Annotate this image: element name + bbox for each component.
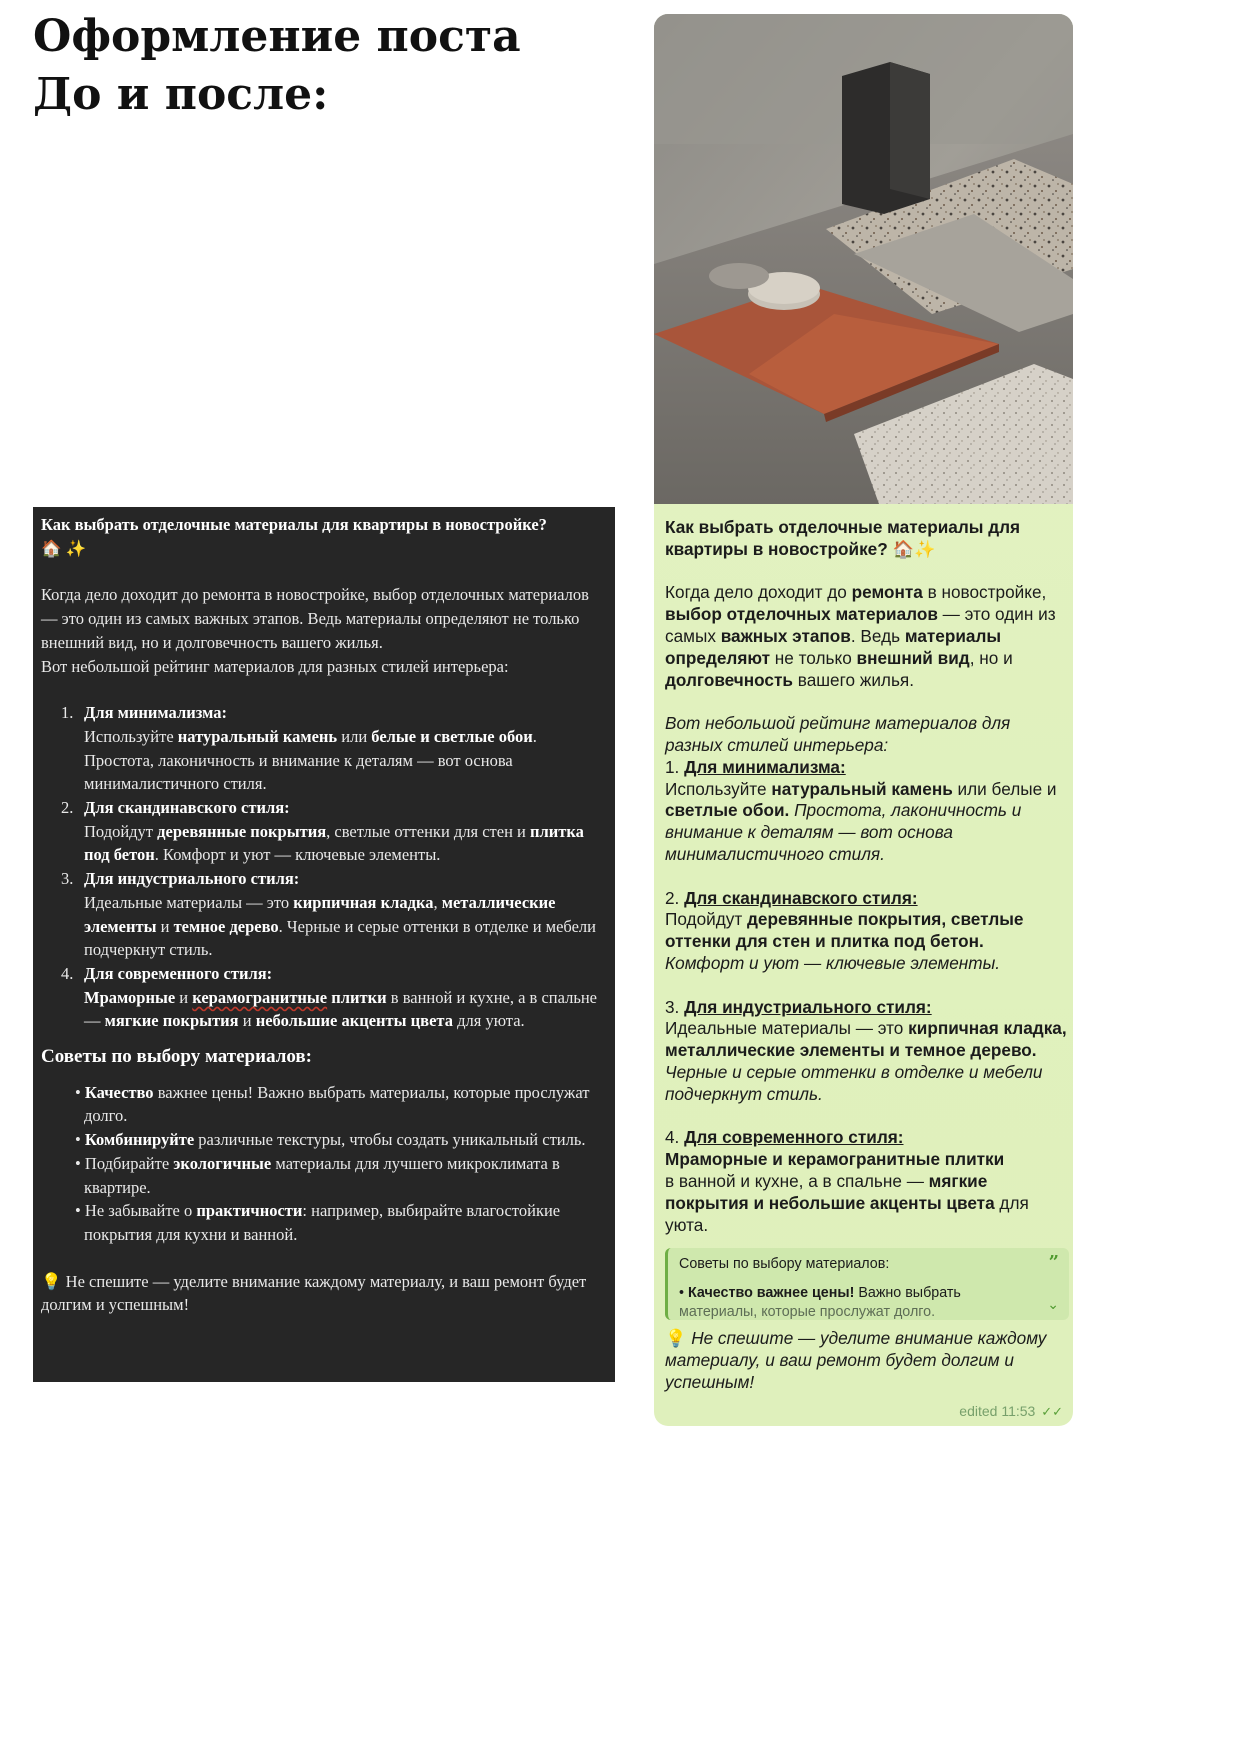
after-footer: 💡 Не спешите — уделите внимание каждому материалу, и ваш ремонт будет долгим и успешным! [665, 1328, 1047, 1392]
before-post-panel [33, 507, 615, 1382]
after-style-3: 3. Для индустриального стиля: Идеальные материалы — это кирпичная кладка, металлические элементы и темное дерево. Черные и серые оттенки в отделке и мебели подчеркнут стиль. [665, 996, 1067, 1104]
heading-line-1: Оформление поста [33, 11, 521, 62]
sparkles-emoji: ✨ [913, 538, 936, 559]
after-title: Как выбрать отделочные материалы для квартиры в новостройке? 🏠✨ [665, 517, 1021, 559]
list-item: • Комбинируйте различные текстуры, чтобы создать уникальный стиль. [75, 1130, 586, 1150]
before-tips-heading: Советы по выбору материалов: [41, 1046, 313, 1068]
list-item: 1. Для минимализма: Используйте натуральный камень или белые и светлые обои. Простота, лаконичность и внимание к деталям — вот основа минималистичного стиля. [61, 703, 537, 794]
before-intro: Когда дело доходит до ремонта в новостройке, выбор отделочных материалов — это один из самых важных этапов. Ведь материалы определяют не только внешний вид, но и долговечность вашего жилья. [41, 585, 589, 652]
after-intro: Когда дело доходит до ремонта в новостройке, выбор отделочных материалов — это один из самых важных этапов. Ведь материалы определяют не только внешний вид, но и долговечность вашего жилья. [665, 582, 1056, 690]
message-text [665, 517, 1069, 1394]
quote-text-faded: материалы, которые прослужат долго. [679, 1304, 936, 1321]
read-ticks-icon: ✓✓ [1041, 1404, 1063, 1419]
after-style-2: 2. Для скандинавского стиля: Подойдут деревянные покрытия, светлые оттенки для стен и плитка под бетон. Комфорт и уют — ключевые элементы. [665, 887, 1024, 973]
quote-icon: ” [1048, 1252, 1059, 1274]
quote-text: • Качество важнее цены! Важно выбрать [679, 1285, 961, 1302]
before-tips-list [41, 1081, 607, 1247]
list-item: 3. Для индустриального стиля: Идеальные материалы — это кирпичная кладка, металлические элементы и темное дерево. Черные и серые оттенки в отделке и мебели подчеркнут стиль. [61, 869, 596, 960]
house-emoji: 🏠 [892, 538, 914, 559]
edited-time: edited 11:53 [959, 1403, 1036, 1419]
before-title: Как выбрать отделочные материалы для квартиры в новостройке? [41, 515, 547, 534]
after-style-4: 4. Для современного стиля: Мраморные и керамогранитные плитки в ванной и кухне, а в спальне — мягкие покрытия и небольшие акценты цвета для уюта. [665, 1127, 1029, 1235]
list-item: 4. Для современного стиля: Мраморные и керамогранитные плитки в ванной и кухне, а в спальне — мягкие покрытия и небольшие акценты цвета для уюта. [61, 963, 597, 1031]
list-item: • Качество важнее цены! Важно выбрать материалы, которые прослужат долго. [75, 1082, 590, 1126]
lightbulb-emoji: 💡 [41, 1271, 62, 1291]
quote-title: Советы по выбору материалов: [679, 1256, 890, 1273]
before-rating-intro: Вот небольшой рейтинг материалов для разных стилей интерьера: [41, 656, 509, 676]
list-item: 2. Для скандинавского стиля: Подойдут деревянные покрытия, светлые оттенки для стен и плитка под бетон. Комфорт и уют — ключевые элементы. [61, 798, 584, 865]
list-item: • Не забывайте о практичности: например, выбирайте влагостойкие покрытия для кухни и ванной. [75, 1201, 561, 1244]
chevron-down-icon[interactable]: ⌄ [1047, 1296, 1059, 1313]
before-styles-list [41, 701, 607, 1033]
tips-quote-block[interactable] [665, 1248, 1069, 1320]
post-photo[interactable] [654, 14, 1073, 504]
list-item: • Подбирайте экологичные материалы для лучшего микроклимата в квартире. [75, 1153, 560, 1197]
page-heading [33, 8, 521, 124]
before-title-emojis: 🏠 ✨ [41, 538, 87, 558]
lightbulb-emoji: 💡 [665, 1328, 687, 1349]
after-style-1: 1. Для минимализма: Используйте натуральный камень или белые и светлые обои. Простота, лаконичность и внимание к деталям — вот основа минималистичного стиля. [665, 756, 1057, 864]
after-rating-intro: Вот небольшой рейтинг материалов для разных стилей интерьера: [665, 713, 1011, 755]
after-message-bubble [654, 14, 1073, 1426]
message-meta [959, 1403, 1063, 1420]
heading-line-2: До и после: [33, 69, 329, 120]
before-footer: 💡 Не спешите — уделите внимание каждому материалу, и ваш ремонт будет долгим и успешным! [41, 1271, 587, 1315]
